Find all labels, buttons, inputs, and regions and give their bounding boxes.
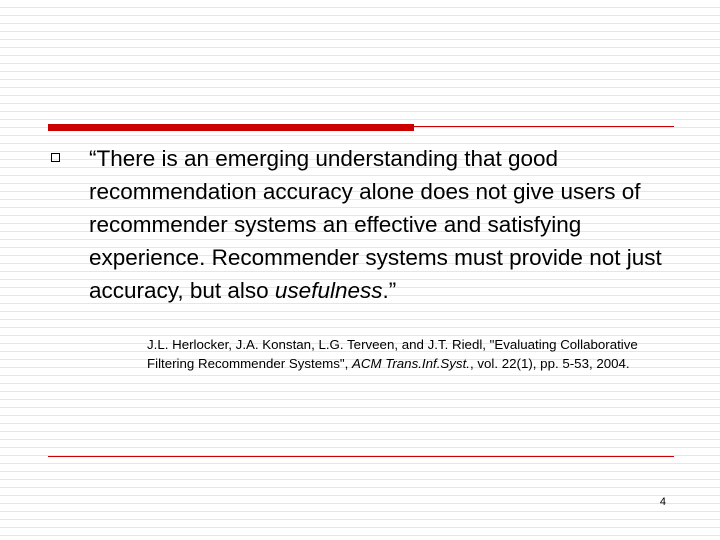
top-accent-bar [48, 124, 414, 131]
quote-end: .” [382, 278, 397, 303]
citation-authors-title: J.L. Herlocker, J.A. Konstan, L.G. Terveen, and J.T. Riedl, "Evaluating Collaborative Filtering Recommender Systems", [147, 337, 638, 371]
citation-journal: ACM Trans.Inf.Syst. [351, 356, 470, 371]
citation [147, 335, 687, 373]
page-number: 4 [659, 496, 666, 508]
bottom-divider-line [48, 456, 674, 457]
quote-main: “There is an emerging understanding that good recommendation accuracy alone does not give users of recommender systems an effective and satisfying experience. Recommender systems must provide not just accuracy, but also [89, 146, 662, 303]
quote-emphasis: usefulness [274, 278, 383, 303]
square-bullet-icon [51, 153, 60, 162]
citation-details: , vol. 22(1), pp. 5-53, 2004. [469, 356, 630, 371]
quote-text [89, 142, 689, 307]
